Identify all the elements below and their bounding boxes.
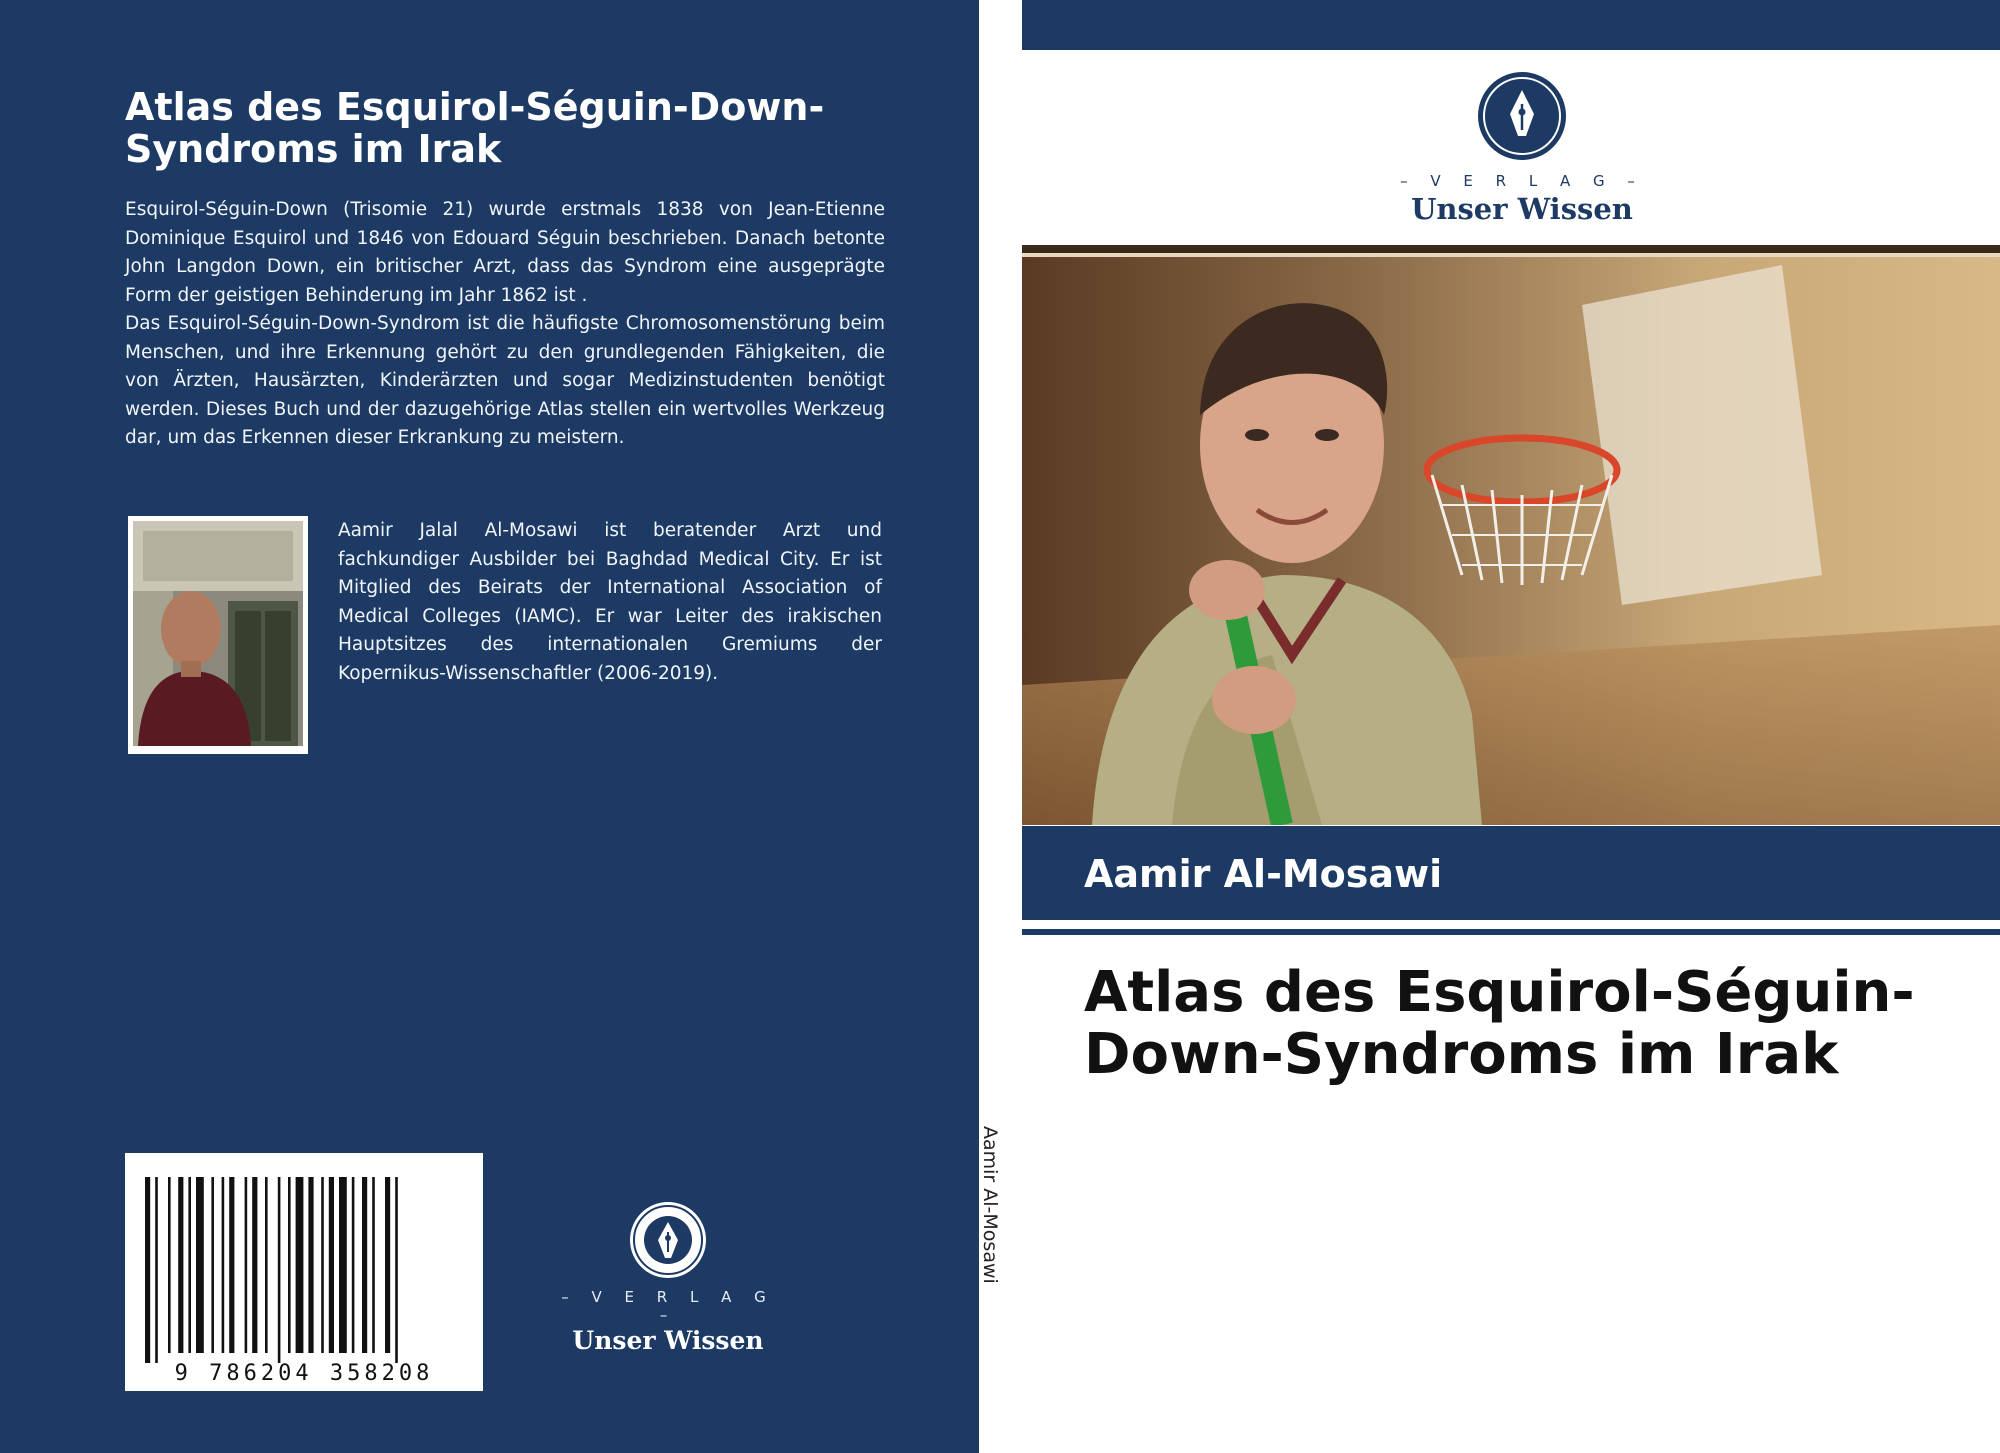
back-cover-blurb (125, 196, 885, 453)
front-cover-title: Atlas des Esquirol-Séguin-Down-Syndroms im Irak (1084, 960, 1915, 1087)
front-logo-verlag: – V E R L A G – (1400, 172, 1644, 190)
barcode (125, 1153, 483, 1391)
divider-line (1022, 929, 2000, 935)
front-author-name: Aamir Al-Mosawi (1084, 852, 1443, 896)
front-top-bar (1022, 0, 2000, 50)
front-publisher-logo (1398, 70, 1646, 226)
author-band (1022, 826, 2000, 920)
front-logo-name: Unser Wissen (1411, 192, 1633, 226)
barcode-number: 9 786204 358208 (174, 1361, 434, 1386)
spine (979, 0, 1022, 1453)
cover-photo (1022, 245, 2000, 825)
back-publisher-logo (560, 1200, 776, 1355)
author-portrait (128, 516, 308, 754)
back-logo-verlag: – V E R L A G – (561, 1288, 775, 1324)
back-cover (0, 0, 979, 1453)
blurb-paragraph-2: Das Esquirol-Séguin-Down-Syndrom ist die häufigste Chromosomenstörung beim Menschen, und ihre Erkennung gehört zu den grundlegenden Fähigkeiten, die von Ärzten, Hausärzten, Kinderärzten und sogar Medizinstudenten benötigt werden. Dieses Buch und der dazugehörige Atlas stellen ein wertvolles Werkzeug dar, um das Erkennen dieser Erkrankung zu meistern. (125, 313, 885, 448)
author-bio: Aamir Jalal Al-Mosawi ist beratender Arzt und fachkundiger Ausbilder bei Baghdad Medical City. Er ist Mitglied des Beirats der International Association of Medical Colleges (IAMC). Er war Leiter des irakischen Hauptsitzes des internationalen Gremiums der Kopernikus-Wissenschaftler (2006-2019). (338, 520, 882, 684)
back-cover-title: Atlas des Esquirol-Séguin-Down-Syndroms im Irak (125, 85, 825, 171)
spine-author: Aamir Al-Mosawi (979, 1126, 1001, 1284)
front-cover (1022, 0, 2000, 1453)
blurb-paragraph-1: Esquirol-Séguin-Down (Trisomie 21) wurde erstmals 1838 von Jean-Etienne Dominique Esquirol und 1846 von Edouard Séguin beschrieben. Danach betonte John Langdon Down, ein britischer Arzt, dass das Syndrom eine ausgeprägte Form der geistigen Behinderung im Jahr 1862 ist . (125, 199, 885, 306)
fountain-pen-nib-icon (628, 1200, 708, 1280)
back-logo-name: Unser Wissen (572, 1326, 764, 1355)
fountain-pen-nib-icon (1476, 70, 1568, 162)
